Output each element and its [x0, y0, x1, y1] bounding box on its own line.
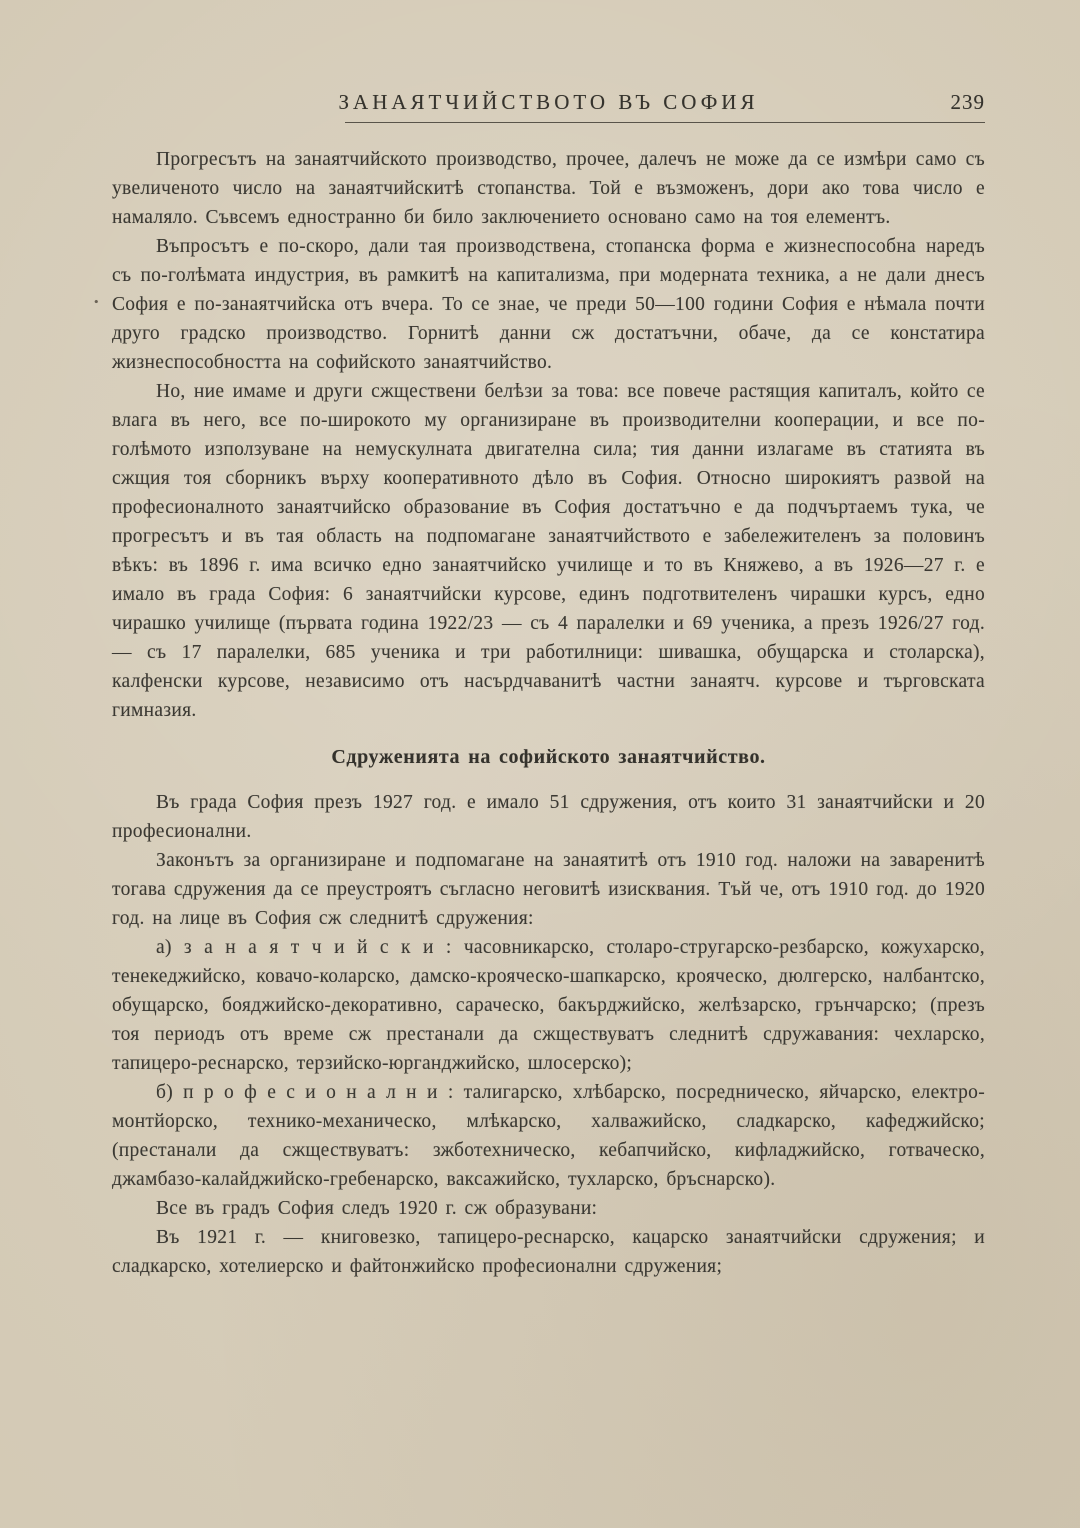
section-heading: Сдруженията на софийското занаятчийство.: [331, 746, 766, 768]
page-body: [94, 145, 985, 1281]
paragraph: Прогресътъ на занаятчийското производство, прочее, далечъ не може да се измѣри само съ увеличеното число на занаятчийскитѣ стопанства. Той е възможенъ, дори ако това число е намаляло. Съвсемъ едностранно би било заключението основано само на тоя елементъ.: [112, 149, 985, 228]
page-number: 239: [950, 90, 985, 114]
paragraph: Все въ градъ София следъ 1920 г. сж образувани:: [156, 1198, 598, 1219]
margin-mark: •: [94, 294, 99, 309]
header-rule: [345, 122, 985, 123]
page-content: [94, 90, 985, 1281]
paragraph: а) з а н а я т ч и й с к и : часовникарско, столаро-стругарско-резбарско, кожухарско, тенекеджийско, ковачо-коларско, дамско-крояческо-шапкарско, крояческо, дюлгерско, налбантско, обущарско, бояджийско-декоративно, сараческо, бакърджийско, желѣзарско, грънчарско; (презъ тоя периодъ отъ време сж престанали да сжществуватъ следнитѣ сдружавания: чехларско, тапицеро-реснарско, терзийско-юрганджийско, шлосерско);: [112, 937, 985, 1074]
paragraph: Законътъ за организиране и подпомагане на занаятитѣ отъ 1910 год. наложи на заваренитѣ тогава сдружения да се преустроятъ съгласно неговитѣ изисквания. Тъй че, отъ 1910 год. до 1920 год. на лице въ София сж следнитѣ сдружения:: [112, 850, 985, 929]
paragraph: б) п р о ф е с и о н а л н и : талигарско, хлѣбарско, посредническо, яйчарско, електро-монтйорско, технико-механическо, млѣкарско, халважийско, сладкарско, кафеджийско; (престанали да сжществуватъ: зжботехническо, кебапчийско, кифладжийско, готваческо, джамбазо-калайджийско-гребенарско, ваксажийско, тухларско, бръснарско).: [112, 1082, 985, 1190]
paragraph: Въ 1921 г. — книговезко, тапицеро-реснарско, кацарско занаятчийски сдружения; и сладкарско, хотелиерско и файтонжийско професионални сдружения;: [112, 1227, 985, 1277]
running-title: ЗАНАЯТЧИЙСТВОТО ВЪ СОФИЯ: [338, 90, 759, 114]
page-header: [112, 90, 985, 118]
paragraph: Въ града София презъ 1927 год. е имало 51 сдружения, отъ които 31 занаятчийски и 20 професионални.: [112, 792, 985, 842]
paragraph: Въпросътъ е по-скоро, дали тая производствена, стопанска форма е жизнеспособна наредъ съ по-голѣмата индустрия, въ рамкитѣ на капитализма, при модерната техника, а не дали днесъ София е по-занаятчийска отъ вчера. То се знае, че преди 50—100 години София е нѣмала почти друго градско производство. Горнитѣ данни сж достатъчни, обаче, да се констатира жизнеспособността на софийското занаятчийство.: [112, 236, 985, 373]
paragraph: Но, ние имаме и други сжществени белѣзи за това: все повече растящия капиталъ, който се влага въ него, все по-широкото му организиране въ производителни кооперации, и все по-голѣмото използуване на немускулната двигателна сила; тия данни излагаме въ статията въ сжщия тоя сборникъ върху кооперативното дѣло въ София. Относно широкиятъ развой на професионалното занаятчийско образование въ София достатъчно е да подчъртаемъ тука, че прогресътъ и въ тая область на подпомагане занаятчийството е забележителенъ за половинъ вѣкъ: въ 1896 г. има всичко едно занаятчийско училище и то въ Княжево, а въ 1926—27 г. е имало въ града София: 6 занаятчийски курсове, единъ подготвителенъ чирашки курсъ, едно чирашко училище (първата година 1922/23 — съ 4 паралелки и 69 ученика, а презъ 1926/27 год. — съ 17 паралелки, 685 ученика и три работилници: шивашка, обущарска и столарска), калфенски курсове, независимо отъ насърдчаванитѣ частни занаятч. курсове и търговската гимназия.: [112, 381, 985, 721]
